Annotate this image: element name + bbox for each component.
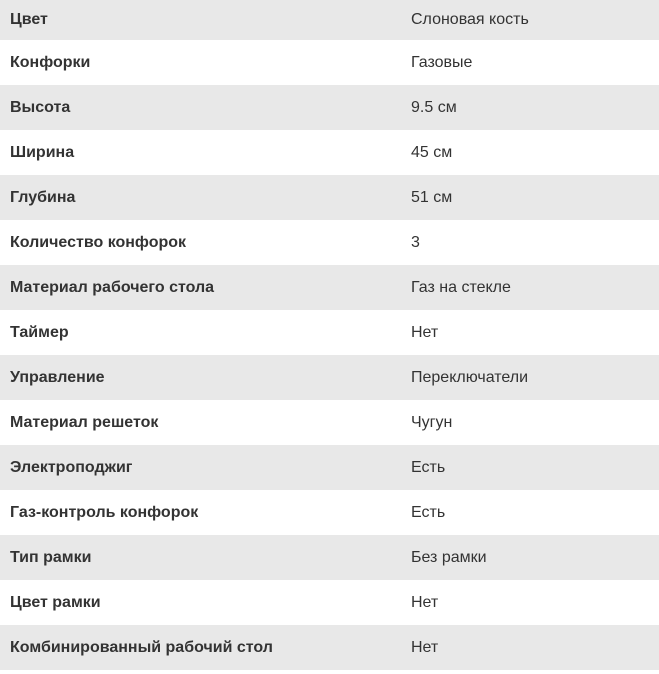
spec-value: 3 xyxy=(401,220,659,265)
spec-value: Газ на стекле xyxy=(401,265,659,310)
table-row xyxy=(0,580,659,625)
spec-label: Количество конфорок xyxy=(0,220,401,265)
spec-value: Есть xyxy=(401,490,659,535)
table-row xyxy=(0,490,659,535)
spec-value: Нет xyxy=(401,625,659,670)
spec-value: Без рамки xyxy=(401,535,659,580)
spec-value: Чугун xyxy=(401,400,659,445)
spec-label: Тип рамки xyxy=(0,535,401,580)
spec-value: 51 см xyxy=(401,175,659,220)
table-row xyxy=(0,355,659,400)
spec-label: Конфорки xyxy=(0,40,401,85)
spec-value: Слоновая кость xyxy=(401,0,659,40)
table-row xyxy=(0,40,659,85)
spec-label: Газ-контроль конфорок xyxy=(0,490,401,535)
spec-value: Нет xyxy=(401,310,659,355)
spec-value: Газовые xyxy=(401,40,659,85)
table-row xyxy=(0,310,659,355)
table-row xyxy=(0,85,659,130)
spec-label: Материал рабочего стола xyxy=(0,265,401,310)
spec-value: 45 см xyxy=(401,130,659,175)
spec-label: Таймер xyxy=(0,310,401,355)
table-row xyxy=(0,535,659,580)
spec-label: Управление xyxy=(0,355,401,400)
table-row xyxy=(0,625,659,670)
table-row xyxy=(0,265,659,310)
spec-value: Переключатели xyxy=(401,355,659,400)
spec-value: Нет xyxy=(401,580,659,625)
table-row xyxy=(0,175,659,220)
spec-label: Ширина xyxy=(0,130,401,175)
spec-value: 9.5 см xyxy=(401,85,659,130)
spec-label: Цвет рамки xyxy=(0,580,401,625)
table-row xyxy=(0,400,659,445)
table-row xyxy=(0,445,659,490)
table-row xyxy=(0,130,659,175)
spec-label: Высота xyxy=(0,85,401,130)
spec-label: Комбинированный рабочий стол xyxy=(0,625,401,670)
spec-label: Глубина xyxy=(0,175,401,220)
table-row xyxy=(0,0,659,40)
table-row xyxy=(0,220,659,265)
spec-value: Есть xyxy=(401,445,659,490)
spec-label: Электроподжиг xyxy=(0,445,401,490)
spec-label: Цвет xyxy=(0,0,401,40)
spec-label: Материал решеток xyxy=(0,400,401,445)
